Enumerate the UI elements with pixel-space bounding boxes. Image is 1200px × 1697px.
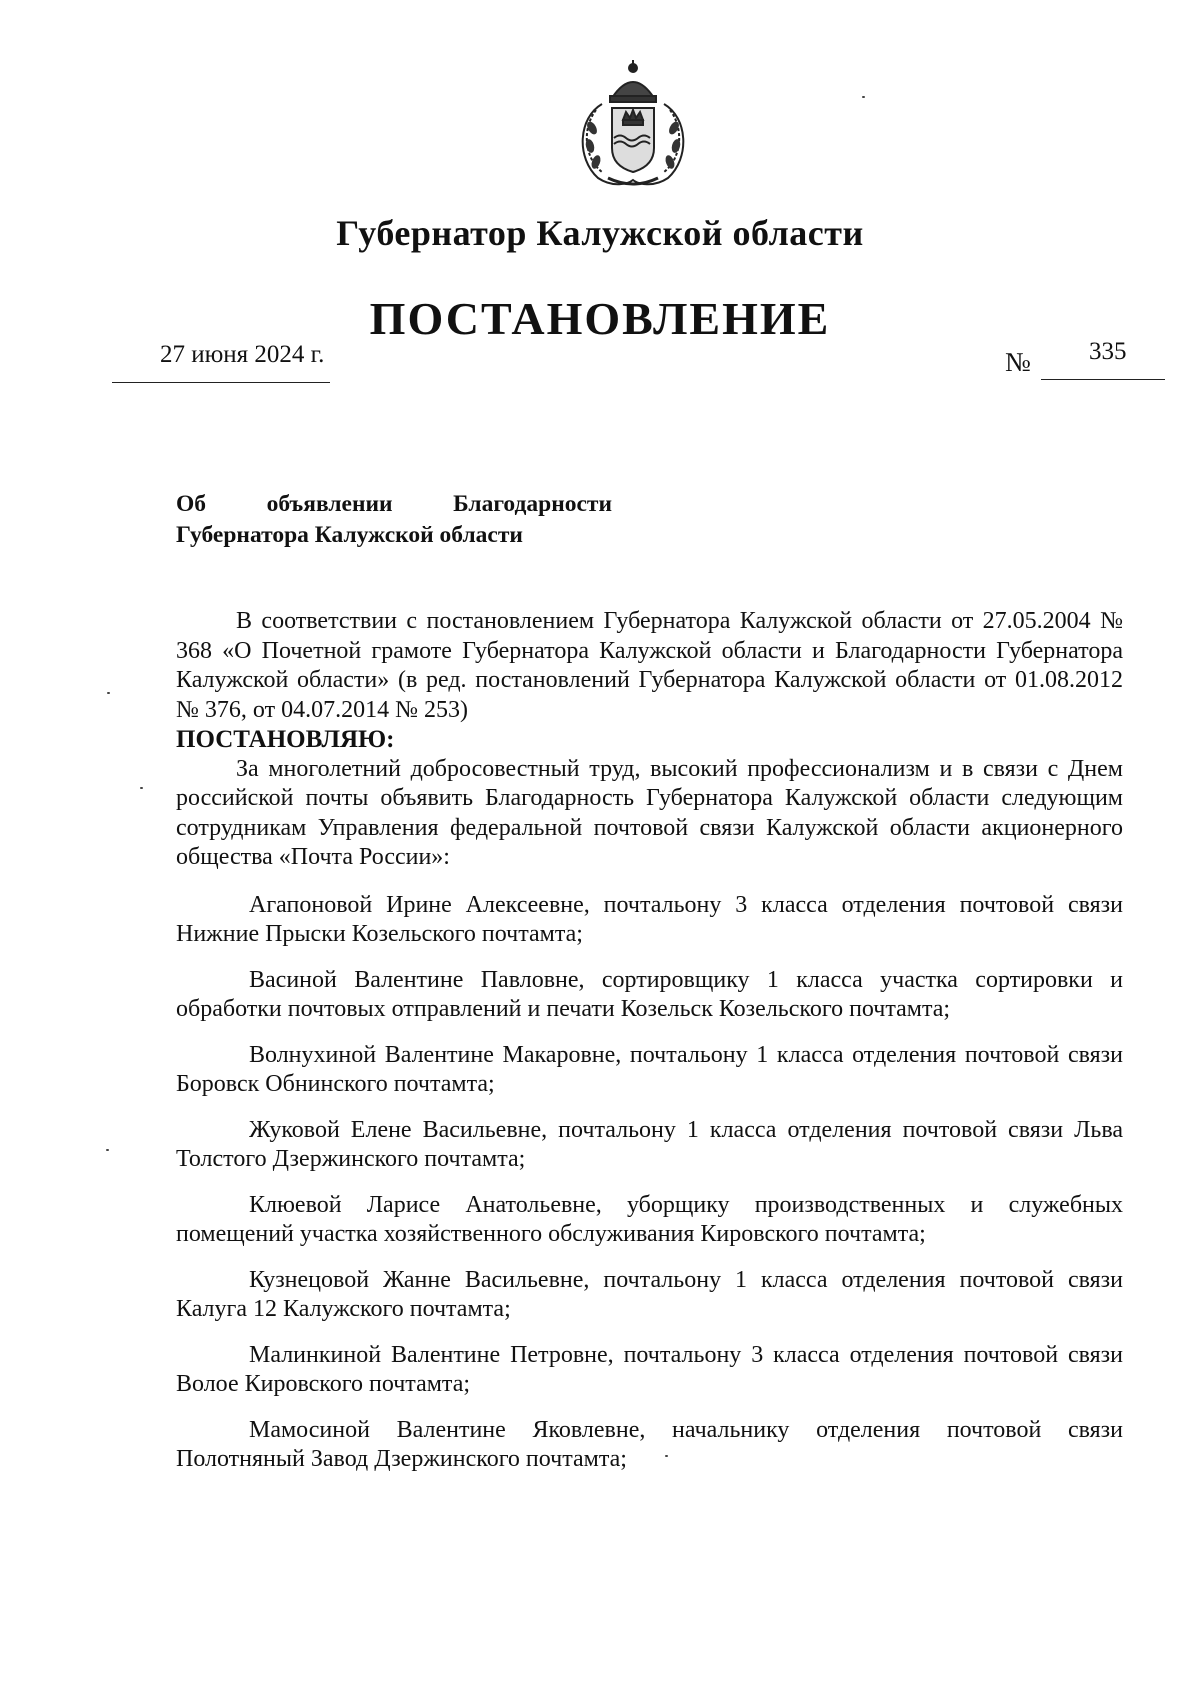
list-item: Клюевой Ларисе Анатольевне, уборщику производственных и служебных помещений участка хозяйственного обслуживания Кировского почтамта; — [176, 1191, 1123, 1247]
list-item: Мамосиной Валентине Яковлевне, начальнику отделения почтовой связи Полотняный Завод Дзержинского почтамта; — [176, 1416, 1123, 1472]
decree-word: ПОСТАНОВЛЯЮ: — [176, 726, 395, 753]
document-date: 27 июня 2024 г. — [160, 341, 325, 368]
document-number: 335 — [1089, 338, 1127, 365]
document-subject — [176, 489, 612, 551]
coat-of-arms-emblem — [568, 58, 698, 190]
scan-speck — [106, 1149, 109, 1151]
number-sign: № — [1005, 347, 1031, 377]
list-item: Жуковой Елене Васильевне, почтальону 1 класса отделения почтовой связи Льва Толстого Дзержинского почтамта; — [176, 1116, 1123, 1172]
document-body — [176, 607, 1123, 1491]
list-item: Кузнецовой Жанне Васильевне, почтальону 1 класса отделения почтовой связи Калуга 12 Калужского почтамта; — [176, 1266, 1123, 1322]
subject-line-2: Губернатора Калужской области — [176, 522, 523, 548]
scan-speck — [107, 692, 110, 694]
list-item: Васиной Валентине Павловне, сортировщику 1 класса участка сортировки и обработки почтовых отправлений и печати Козельск Козельского почтамта; — [176, 966, 1123, 1022]
number-underline — [1041, 379, 1165, 380]
document-number-field — [1005, 338, 1165, 382]
scan-speck — [862, 96, 865, 98]
preamble-paragraph: В соответствии с постановлением Губернатора Калужской области от 27.05.2004 № 368 «О Почетной грамоте Губернатора Калужской области и Благодарности Губернатора Калужской области» (в ред. постановлений Губернатора Калужской области от 01.08.2012 № 376, от 04.07.2014 № 253) — [176, 608, 1123, 723]
document-date-field — [112, 341, 330, 383]
subject-line-1: Об объявлении Благодарности — [176, 491, 612, 517]
recipient-list — [176, 891, 1123, 1475]
list-item: Волнухиной Валентине Макаровне, почтальону 1 класса отделения почтовой связи Боровск Обнинского почтамта; — [176, 1041, 1123, 1097]
list-item: Малинкиной Валентине Петровне, почтальону 3 класса отделения почтовой связи Волое Кировского почтамта; — [176, 1341, 1123, 1397]
scan-speck — [665, 1455, 668, 1457]
issuing-authority: Губернатор Калужской области — [336, 213, 864, 253]
date-underline — [112, 382, 330, 383]
document-type-title: ПОСТАНОВЛЕНИЕ — [369, 293, 831, 344]
scan-speck — [140, 787, 143, 789]
intro-paragraph: За многолетний добросовестный труд, высокий профессионализм и в связи с Днем российской почты объявить Благодарность Губернатора Калужской области следующим сотрудникам Управления федеральной почтовой связи Калужской области акционерного общества «Почта России»: — [176, 755, 1123, 870]
list-item: Агапоновой Ирине Алексеевне, почтальону 3 класса отделения почтовой связи Нижние Прыски Козельского почтамта; — [176, 891, 1123, 947]
